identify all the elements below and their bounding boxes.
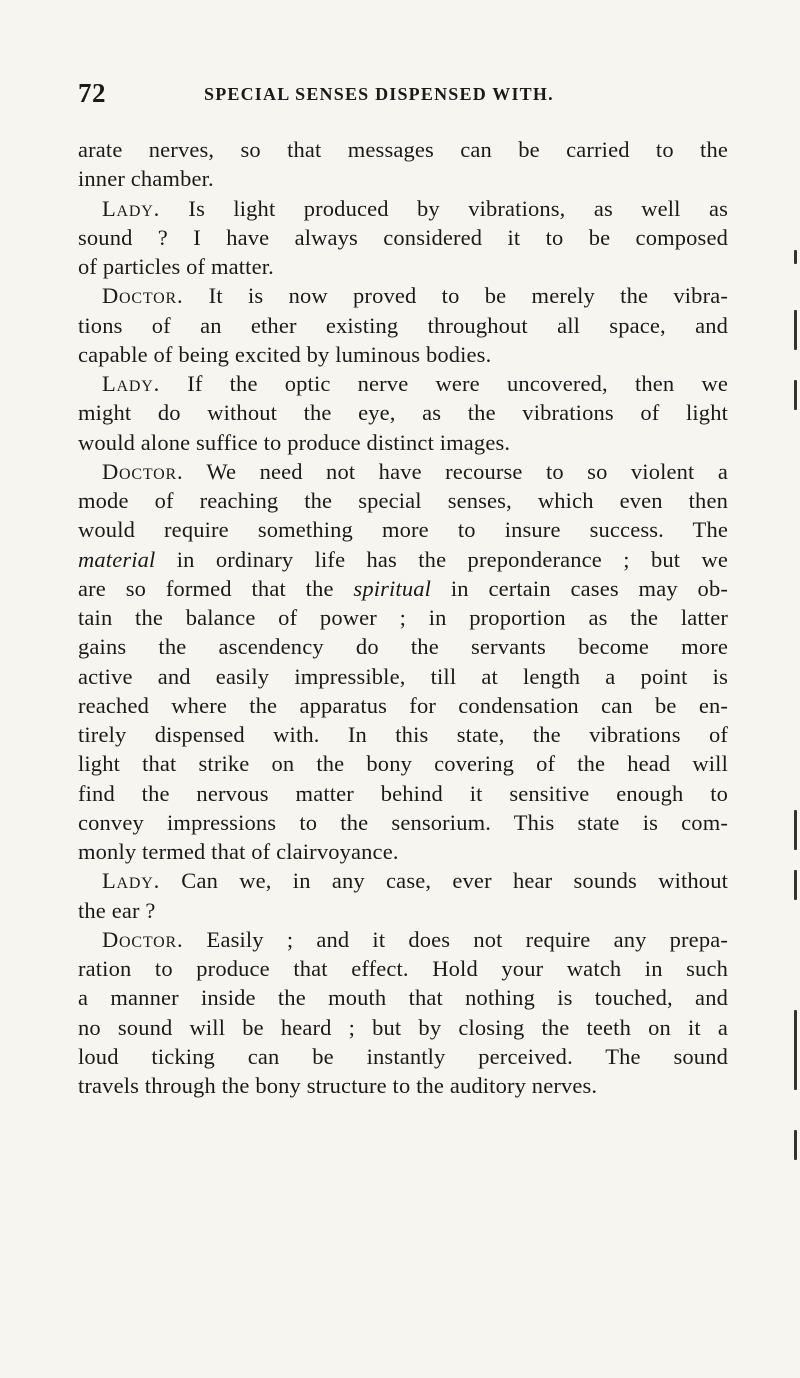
line-text: active and easily impressible, till at length a point is (78, 663, 728, 689)
running-head: SPECIAL SENSES DISPENSED WITH. (204, 84, 554, 104)
text-line (78, 486, 728, 515)
text-line (78, 252, 728, 281)
line-text: find the nervous matter behind it sensitive enough to (78, 780, 728, 806)
text-line (78, 603, 728, 632)
line-text: mode of reaching the special senses, which even then (78, 488, 728, 513)
edge-mark (794, 810, 797, 850)
text-line (78, 164, 728, 193)
text-line (78, 954, 728, 983)
speaker-name: Lady. (102, 371, 161, 396)
text-line (78, 1071, 728, 1100)
line-text: If the optic nerve were uncovered, then we (160, 371, 728, 396)
line-text-pre: are so formed that the (78, 575, 354, 601)
line-text: Can we, in any case, ever hear sounds without (160, 868, 728, 894)
line-text: might do without the eye, as the vibrations of light (78, 400, 728, 426)
line-text: gains the ascendency do the servants become more (78, 634, 728, 660)
text-line (78, 779, 728, 808)
text-line (78, 457, 728, 486)
page-number: 72 (78, 78, 106, 108)
line-text: sound ? I have always considered it to be composed (78, 224, 728, 250)
line-text: We need not have recourse to so violent a (183, 458, 728, 484)
line-text: travels through the bony structure to the auditory nerves. (78, 1073, 598, 1098)
line-text: ration to produce that effect. Hold your watch in such (78, 956, 728, 981)
text-line (78, 1013, 728, 1042)
text-line (78, 1042, 728, 1071)
line-text: arate nerves, so that messages can be carried to the (78, 137, 728, 162)
line-text: Easily ; and it does not require any prepa- (183, 926, 728, 952)
text-line (78, 369, 728, 398)
line-text: inner chamber. (78, 166, 214, 192)
line-text: reached where the apparatus for condensation can be en- (78, 692, 728, 718)
text-line (78, 983, 728, 1012)
line-text: would alone suffice to produce distinct images. (78, 429, 511, 455)
text-line (78, 340, 728, 369)
line-text: convey impressions to the sensorium. This state is com- (78, 809, 728, 835)
page-header (78, 78, 728, 112)
line-text: no sound will be heard ; but by closing the teeth on it a (78, 1014, 728, 1040)
line-text: loud ticking can be instantly perceived. The sound (78, 1043, 728, 1069)
line-text: tain the balance of power ; in proportion as the latter (78, 605, 728, 630)
text-line (78, 749, 728, 778)
line-text: in ordinary life has the preponderance ; but we (155, 546, 728, 572)
text-line (78, 632, 728, 661)
line-text: light that strike on the bony covering of the head will (78, 751, 728, 777)
speaker-name: Lady. (102, 195, 161, 221)
line-text: tions of an ether existing throughout all space, and (78, 312, 728, 338)
edge-mark (794, 870, 797, 900)
text-line (78, 574, 728, 603)
line-text: the ear ? (78, 897, 156, 923)
text-line (78, 223, 728, 252)
text-line (78, 135, 728, 164)
text-line (78, 194, 728, 223)
text-line (78, 837, 728, 866)
edge-mark (794, 310, 797, 350)
text-line (78, 545, 728, 574)
text-line (78, 515, 728, 544)
text-line (78, 428, 728, 457)
text-line (78, 398, 728, 427)
line-text: capable of being excited by luminous bodies. (78, 341, 492, 367)
speaker-name: Doctor. (102, 283, 184, 309)
line-text: would require something more to insure success. The (78, 517, 728, 543)
line-text: tirely dispensed with. In this state, the vibrations of (78, 722, 728, 747)
body-text (78, 135, 728, 1100)
speaker-name: Doctor. (102, 926, 184, 952)
text-line (78, 866, 728, 895)
line-text: in certain cases may ob- (431, 575, 728, 601)
text-line (78, 662, 728, 691)
line-text: monly termed that of clairvoyance. (78, 839, 399, 864)
line-text: a manner inside the mouth that nothing is touched, and (78, 985, 728, 1011)
text-line (78, 896, 728, 925)
text-line (78, 925, 728, 954)
line-text: Is light produced by vibrations, as well as (160, 195, 728, 221)
edge-mark (794, 380, 797, 410)
text-line (78, 311, 728, 340)
edge-mark (794, 1130, 797, 1160)
edge-mark (794, 1010, 797, 1090)
edge-mark (794, 250, 797, 264)
text-line (78, 720, 728, 749)
text-line (78, 691, 728, 720)
line-text: of particles of matter. (78, 254, 274, 279)
page-edge-marks (786, 250, 800, 1150)
speaker-name: Lady. (102, 868, 161, 894)
italic-word: spiritual (353, 575, 432, 601)
text-line (78, 808, 728, 837)
speaker-name: Doctor. (102, 458, 184, 484)
italic-word: material (78, 546, 156, 572)
line-text: It is now proved to be merely the vibra- (183, 283, 728, 309)
text-line (78, 281, 728, 310)
